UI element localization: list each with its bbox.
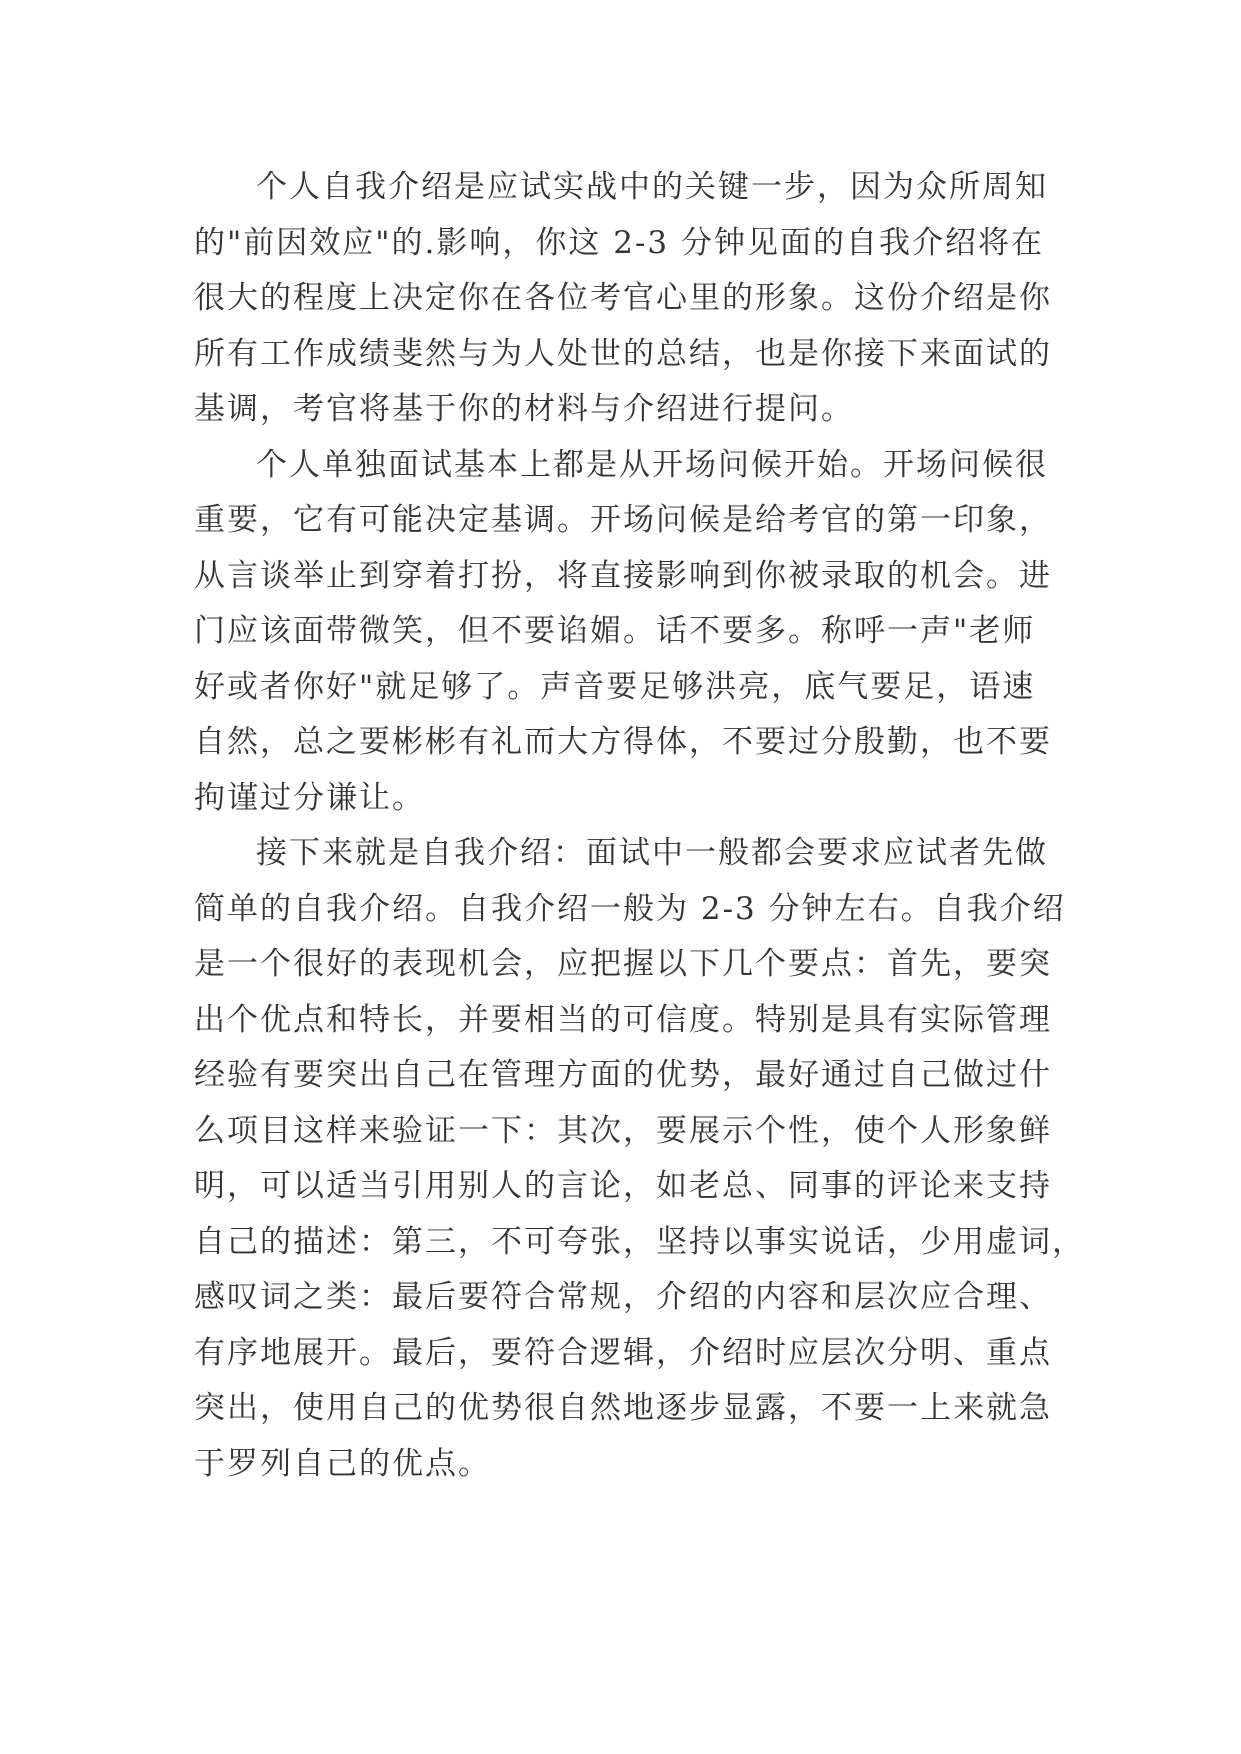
- text-line: 是一个很好的表现机会，应把握以下几个要点：首先，要突: [194, 946, 1052, 982]
- paragraph-3: [194, 826, 1085, 1492]
- text-line: 个人单独面试基本上都是从开场问候开始。开场问候很: [256, 446, 1048, 483]
- text-line: 重要，它有可能决定基调。开场问候是给考官的第一印象，: [194, 502, 1052, 538]
- text-line: 拘谨过分谦让。: [194, 779, 425, 816]
- text-line: 个人自我介绍是应试实战中的关键一步，因为众所周知: [256, 169, 1048, 205]
- text-line: 基调，考官将基于你的材料与介绍进行提问。: [194, 391, 854, 427]
- text-line: 自然，总之要彬彬有礼而大方得体，不要过分殷勤，也不要: [194, 724, 1052, 760]
- text-line: 的"前因效应"的.影响，你这 2-3 分钟见面的自我介绍将在: [194, 224, 1044, 261]
- text-line: 感叹词之类：最后要符合常规，介绍的内容和层次应合理、: [194, 1279, 1052, 1315]
- text-line: 门应该面带微笑，但不要谄媚。话不要多。称呼一声"老师: [194, 613, 1036, 649]
- paragraph-1: [194, 160, 1050, 438]
- text-line: 有序地展开。最后，要符合逻辑，介绍时应层次分明、重点: [194, 1334, 1052, 1371]
- text-line: 好或者你好"就足够了。声音要足够洪亮，底气要足，语速: [194, 668, 1036, 705]
- text-line: 突出，使用自己的优势很自然地逐步显露，不要一上来就急: [194, 1390, 1052, 1426]
- text-line: 于罗列自己的优点。: [194, 1445, 491, 1482]
- paragraph-2: [194, 438, 1050, 827]
- text-line: 接下来就是自我介绍：面试中一般都会要求应试者先做: [256, 835, 1048, 871]
- text-line: 出个优点和特长，并要相当的可信度。特别是具有实际管理: [194, 1001, 1052, 1038]
- text-line: 自己的描述：第三，不可夸张，坚持以事实说话，少用虚词，: [194, 1223, 1085, 1260]
- document-body: [194, 160, 1085, 1492]
- text-line: 很大的程度上决定你在各位考官心里的形象。这份介绍是你: [194, 280, 1052, 316]
- text-line: 明，可以适当引用别人的言论，如老总、同事的评论来支持: [194, 1168, 1052, 1204]
- text-line: 简单的自我介绍。自我介绍一般为 2-3 分钟左右。自我介绍: [194, 890, 1066, 927]
- text-line: 经验有要突出自己在管理方面的优势，最好通过自己做过什: [194, 1057, 1052, 1093]
- text-line: 么项目这样来验证一下：其次，要展示个性，使个人形象鲜: [194, 1112, 1052, 1149]
- text-line: 从言谈举止到穿着打扮，将直接影响到你被录取的机会。进: [194, 557, 1052, 594]
- text-line: 所有工作成绩斐然与为人处世的总结，也是你接下来面试的: [194, 335, 1052, 372]
